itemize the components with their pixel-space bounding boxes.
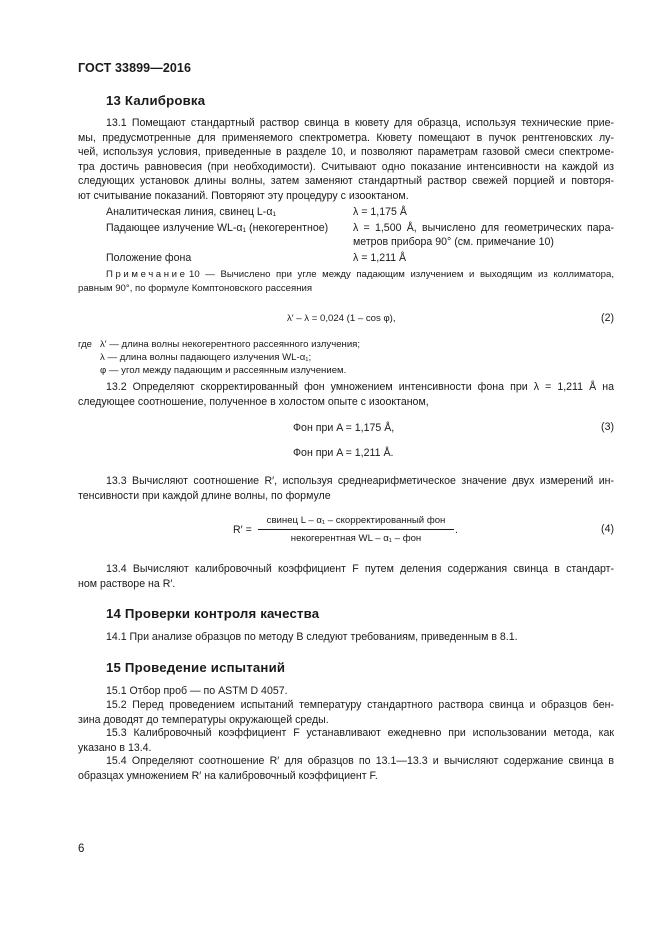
note-text: равным 90°, по формуле Комптоновского рассеяния — [78, 283, 313, 294]
text-line: мы, предусмотренные для применяемого спектрометра. Кювету помещают в пучок рентгеновских лу- — [78, 131, 614, 144]
paragraph-13-1 — [78, 116, 614, 204]
setting-label: Аналитическая линия, свинец L-α₁ — [106, 206, 277, 218]
paragraph-14-1: 14.1 При анализе образцов по методу В следуют требованиям, приведенным в 8.1. — [106, 631, 518, 643]
paragraph-15-4 — [78, 754, 614, 783]
setting-value: λ = 1,211 Å — [353, 252, 407, 264]
paragraph-15-2 — [78, 698, 614, 727]
text-line: тра достичь равновесия (при необходимости). Считывают одно показание интенсивности на каждой из — [78, 160, 614, 173]
equation-4-lhs: R′ = — [233, 524, 252, 536]
text-line: ют считывание показаний. Повторяют эту процедуру с изооктаном. — [78, 189, 409, 202]
equation-number: (2) — [601, 312, 614, 324]
text-line: следующее соотношение, полученное в холостом опыте с изооктаном, — [78, 395, 429, 408]
setting-value: λ = 1,500 Å, вычислено для геометрических пара- — [353, 222, 614, 234]
page-number: 6 — [78, 843, 85, 855]
text-line: 15.4 Определяют соотношение R′ для образцов по 13.1—13.3 и вычисляют содержание свинца в — [106, 755, 614, 767]
text-line: чей, используя условия, приведенные в разделе 10, и позволяют параметрам газовой смеси спектроме- — [78, 146, 614, 159]
text-line: тенсивности при каждой длине волны, по формуле — [78, 489, 331, 502]
equation-3-line2: Фон при A = 1,211 Å. — [293, 447, 394, 459]
definition: φ — угол между падающим и рассеянным излучением. — [100, 365, 347, 376]
setting-value: λ = 1,175 Å — [353, 206, 407, 218]
paragraph-13-3 — [78, 474, 614, 503]
text-line: 13.1 Помещают стандартный раствор свинца в кювету для образца, используя технические прие- — [106, 117, 614, 129]
note-label: Примечание — [106, 269, 188, 280]
text-line: 13.2 Определяют скорректированный фон умножением интенсивности фона при λ = 1,211 Å на — [106, 381, 614, 393]
definition: λ — длина волны падающего излучения WL-α₁; — [100, 352, 312, 363]
equation-2: λ′ – λ = 0,024 (1 – cos φ), — [287, 313, 396, 324]
equation-4-denominator: некогерентная WL – α₁ – фон — [290, 533, 422, 544]
equation-4-numerator: свинец L – α₁ – скорректированный фон — [266, 515, 446, 526]
fraction-bar — [258, 529, 454, 530]
definition: λ′ — длина волны некогерентного рассеянного излучения; — [100, 339, 361, 350]
setting-value-continued: метров прибора 90° (см. примечание 10) — [353, 236, 554, 248]
text-line: 13.3 Вычисляют соотношение R′, используя среднеарифметическое значение двух измерений ин- — [106, 475, 614, 487]
note-text: 10 — Вычислено при угле между падающим излучением и выходящим из коллиматора, — [189, 269, 614, 280]
where-label: где — [78, 339, 93, 350]
setting-label: Положение фона — [106, 252, 192, 264]
text-line: 13.4 Вычисляют калибровочный коэффициент F путем деления содержания свинца в стандарт- — [106, 563, 614, 575]
section-15-title: 15 Проведение испытаний — [106, 660, 286, 675]
equation-4-suffix: . — [455, 524, 458, 536]
paragraph-13-2 — [78, 380, 614, 409]
paragraph-15-3 — [78, 726, 614, 755]
equation-3-line1: Фон при A = 1,175 Å, — [293, 422, 395, 434]
equation-number: (3) — [601, 421, 614, 433]
document-header: ГОСТ 33899—2016 — [78, 61, 192, 75]
section-13-title: 13 Калибровка — [106, 93, 206, 108]
setting-label: Падающее излучение WL-α₁ (некогерентное) — [106, 222, 329, 234]
text-line: зина доводят до температуры окружающей среды. — [78, 713, 329, 726]
paragraph-15-1: 15.1 Отбор проб — по ASTM D 4057. — [106, 685, 288, 697]
text-line: образцах умножением R′ на калибровочный коэффициент F. — [78, 769, 378, 782]
equation-number: (4) — [601, 523, 614, 535]
section-14-title: 14 Проверки контроля качества — [106, 606, 320, 621]
text-line: следующих установок длины волны, затем заменяют стандартный раствор свежей порцией и повторя- — [78, 175, 614, 188]
text-line: указано в 13.4. — [78, 741, 152, 754]
text-line: 15.2 Перед проведением испытаний температуру стандартного раствора свинца и образцов бен- — [106, 699, 614, 711]
text-line: 15.3 Калибровочный коэффициент F устанавливают ежедневно при использовании метода, как — [106, 727, 614, 739]
paragraph-13-4 — [78, 562, 614, 591]
text-line: ном растворе на R′. — [78, 577, 176, 590]
